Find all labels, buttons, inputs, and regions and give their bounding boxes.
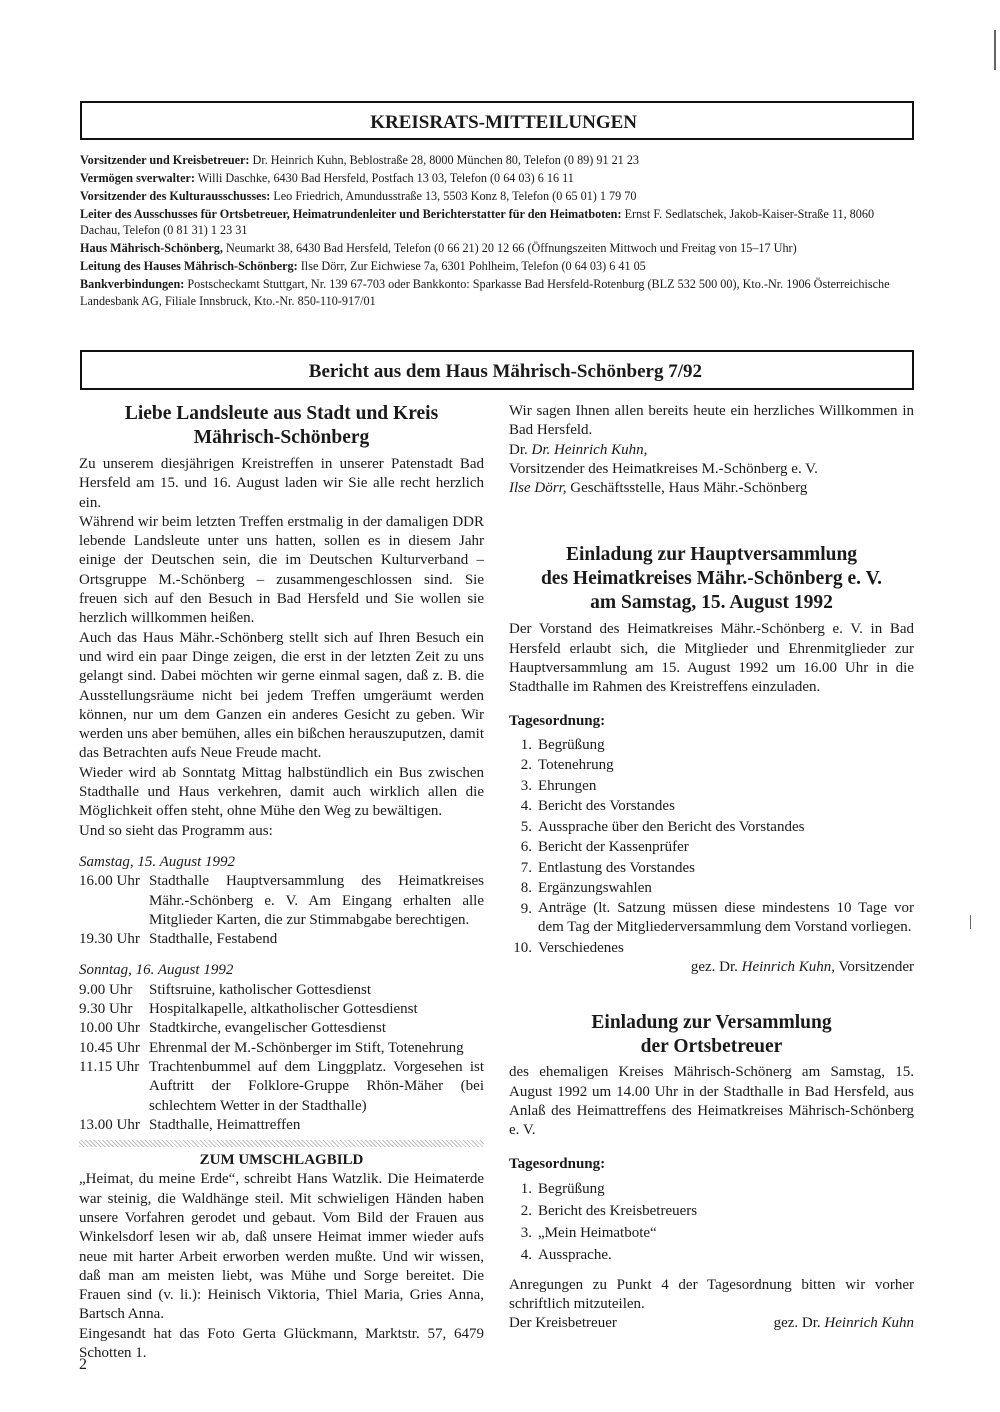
signature: Dr. Dr. Heinrich Kuhn,	[509, 441, 648, 458]
agenda-item: 4. Bericht des Vorstandes	[520, 798, 675, 815]
contact-entry: Leitung des Hauses Mährisch-Schönberg: Ilse Dörr, Zur Eichwiese 7a, 6301 Pohlheim, Telefon (0 64 03) 6 41 05	[80, 259, 646, 274]
scan-edge-mark	[970, 915, 971, 929]
program-item: 9.30 Uhr Hospitalkapelle, altkatholischer Gottesdienst	[79, 1001, 418, 1018]
agenda-item: 1. Begrüßung	[520, 736, 605, 753]
page-number: 2	[79, 1356, 87, 1373]
welcome-section	[509, 402, 914, 498]
agenda-item: 1. Begrüßung	[520, 1180, 605, 1197]
program-date: Samstag, 15. August 1992	[79, 853, 235, 870]
agenda-list	[509, 1178, 914, 1266]
landsleute-body	[79, 455, 484, 841]
scan-edge-mark	[994, 30, 996, 70]
signature: Ilse Dörr, Geschäftsstelle, Haus Mähr.-Schönberg	[509, 480, 808, 497]
paragraph: Wir sagen Ihnen allen bereits heute ein herzliches Willkommen in Bad Hersfeld.	[509, 403, 914, 439]
contact-entry: Bankverbindungen: Postscheckamt Stuttgart, Nr. 139 67-703 oder Bankkonto: Sparkasse Bad Hersfeld-Rotenburg (BLZ 532 500 00), Kto.-Nr. 1906 Österreichische Landesbank AG, Filiale Innsbruck, Kto.-Nr. 850-110-917/01	[80, 277, 890, 308]
program-date: Sonntag, 16. August 1992	[79, 962, 234, 979]
contact-entry: Vorsitzender des Kulturausschusses: Leo Friedrich, Amundusstraße 13, 5503 Konz 8, Telefon (0 65 01) 1 79 70	[80, 189, 637, 203]
agenda-item: 3. „Mein Heimatbote“	[520, 1224, 657, 1241]
paragraph: Und so sieht das Programm aus:	[79, 822, 273, 839]
signature-role: Vorsitzender des Heimatkreises M.-Schönberg e. V.	[509, 460, 818, 477]
hatched-divider	[79, 1140, 484, 1147]
agenda-item: 5. Aussprache über den Bericht des Vorstandes	[520, 818, 805, 835]
agenda-item: 2. Totenehrung	[520, 757, 614, 774]
agenda-item: 4. Aussprache.	[520, 1246, 612, 1263]
contact-entry: Leiter des Ausschusses für Ortsbetreuer, Heimatrundenleiter und Berichterstatter für den Heimatboten: Ernst F. Sedlatschek, Jakob-Kaiser-Straße 11, 8060 Dachau, Telefon (0 81 31) 1 23 31	[80, 207, 875, 238]
right-column	[509, 402, 914, 1334]
program-item: 13.00 Uhr Stadthalle, Heimattreffen	[79, 1116, 301, 1133]
program-item: 16.00 Uhr Stadthalle Hauptversammlung des Heimatkreises Mähr.-Schönberg e. V. Am Eingang erhalten alle Mitglieder Karten, die zur Stimmabgabe berechtigen.	[79, 873, 484, 928]
paragraph: Der Vorstand des Heimatkreises Mähr.-Schönberg e. V. in Bad Hersfeld erlaubt sich, die Mitglieder und Ehrenmitglieder zur Hauptversammlung am 15. August 1992 um 16.00 Uhr in die Stadthalle im Rahmen des Kreistreffens einzuladen.	[509, 621, 914, 696]
agenda-item: 9. Anträge (lt. Satzung müssen diese mindestens 10 Tage vor dem Tag der Mitgliederversammlung dem Vorstand vorliegen.	[520, 899, 914, 936]
agenda-label: Tagesordnung:	[509, 1155, 606, 1172]
paragraph: des ehemaligen Kreises Mährisch-Schönerg am Samstag, 15. August 1992 um 14.00 Uhr in der Stadthalle in Bad Hersfeld, aus Anlaß des Heimattreffens des Heimatkreises Mährisch-Schönberg e. V.	[509, 1064, 914, 1139]
paragraph: Während wir beim letzten Treffen erstmalig in der damaligen DDR lebende Landsleute unter uns hatten, sollen es in diesem Jahr einige der Deutschen sein, die im Deutschen Kulturverband – Ortsgruppe M.-Schönberg – zusammengeschlossen sind. Sie freuen sich auf den Besuch in Bad Hersfeld und Sie wollen sie herzlich willkommen heißen.	[79, 513, 484, 627]
program-item: 9.00 Uhr Stiftsruine, katholischer Gottesdienst	[79, 981, 372, 998]
program-item: 19.30 Uhr Stadthalle, Festabend	[79, 931, 278, 948]
paragraph: „Heimat, du meine Erde“, schreibt Hans Watzlik. Die Heimaterde war steinig, die Waldhänge steil. Mit schwieligen Händen haben unsere Vorfahren gerodet und gebaut. Vom Bild der Frauen aus Winkelsdorf lesen wir ab, daß unsere Heimat immer wieder aufs neue mit harter Arbeit erworben werden mußte. Und wir wissen, daß man am meisten liebt, was Mühe und Sorge bereitet. Die Frauen sind (v. li.): Heinisch Viktoria, Thiel Maria, Gries Anna, Bartsch Anna.	[79, 1171, 484, 1323]
program-item: 10.45 Uhr Ehrenmal der M.-Schönberger im Stift, Totenehrung	[79, 1039, 464, 1056]
agenda-item: 7. Entlastung des Vorstandes	[520, 859, 695, 876]
contact-entry: Vermögen sverwalter: Willi Daschke, 6430 Bad Hersfeld, Postfach 13 03, Telefon (0 64 03) 6 16 11	[80, 171, 574, 185]
contact-entry: Haus Mährisch-Schönberg, Neumarkt 38, 6430 Bad Hersfeld, Telefon (0 66 21) 20 12 66 (Öffnungszeiten Mittwoch und Freitag von 15–17 Uhr)	[80, 241, 797, 256]
left-column	[79, 402, 484, 1363]
bericht-title: Bericht aus dem Haus Mährisch-Schönberg 7/92	[308, 361, 702, 382]
contact-entry: Vorsitzender und Kreisbetreuer: Dr. Heinrich Kuhn, Beblostraße 28, 8000 München 80, Telefon (0 89) 91 21 23	[80, 153, 640, 167]
agenda-item: 2. Bericht des Kreisbetreuers	[520, 1202, 698, 1219]
umschlag-title: ZUM UMSCHLAGBILD	[199, 1152, 364, 1169]
signature: gez. Dr. Heinrich Kuhn, Vorsitzender	[690, 959, 914, 976]
agenda-label: Tagesordnung:	[509, 712, 606, 729]
paragraph: Zu unserem diesjährigen Kreistreffen in unserer Patenstadt Bad Hersfeld am 15. und 16. August laden wir Sie alle recht herzlich ein.	[79, 456, 484, 511]
kreisrats-contact-list	[80, 152, 914, 311]
program-saturday	[79, 853, 484, 949]
hauptversammlung-heading: Einladung zur Hauptversammlung des Heimatkreises Mähr.-Schönberg e. V. am Samstag, 15. August 1992	[540, 544, 883, 614]
program-sunday	[79, 961, 484, 1135]
paragraph: Anregungen zu Punkt 4 der Tagesordnung bitten wir vorher schriftlich mitzuteilen.	[509, 1276, 914, 1313]
paragraph: Auch das Haus Mähr.-Schönberg stellt sich auf Ihren Besuch ein und wird ein paar Dinge zeigen, die erst in der letzten Zeit zu uns gelangt sind. Dabei möchten wir gerne einmal sagen, daß z. B. die Ausstellungsräume nicht bei jedem Treffen umgeräumt werden können, nur um dem Ganzen ein anderes Gesicht zu geben. Wir werden uns aber bemühen, alles ein bißchen herauszuputzen, damit das Betrachten aufs Neue Freude macht.	[79, 629, 484, 762]
agenda-list	[509, 735, 914, 958]
landsleute-heading: Liebe Landsleute aus Stadt und Kreis Mährisch-Schönberg	[124, 403, 439, 448]
paragraph: Wieder wird ab Sonntatg Mittag halbstündlich ein Bus zwischen Stadthalle und Haus verkehren, damit auch wirklich allen die Möglichkeit offen steht, ohne Mühe den Weg zu bewältigen.	[79, 764, 484, 820]
signature-row: Der Kreisbetreuer gez. Dr. Heinrich Kuhn	[509, 1315, 914, 1332]
agenda-item: 10. Verschiedenes	[513, 939, 624, 956]
agenda-item: 3. Ehrungen	[520, 777, 597, 794]
program-item: 10.00 Uhr Stadtkirche, evangelischer Gottesdienst	[79, 1020, 387, 1037]
program-item: 11.15 Uhr Trachtenbummel auf dem Linggplatz. Vorgesehen ist Auftritt der Folklore-Gruppe Rhön-Mäher (bei schlechtem Wetter in der Stadthalle)	[79, 1058, 484, 1114]
agenda-item: 8. Ergänzungswahlen	[520, 880, 652, 897]
kreisrats-title-box	[80, 101, 914, 140]
bericht-title-box	[80, 350, 914, 390]
kreisrats-title: KREISRATS-MITTEILUNGEN	[370, 112, 637, 133]
paragraph: Eingesandt hat das Foto Gerta Glückmann, Marktstr. 57, 6479 Schotten 1.	[79, 1325, 484, 1362]
ortsbetreuer-heading: Einladung zur Versammlung der Ortsbetreuer	[591, 1012, 832, 1058]
agenda-item: 6. Bericht der Kassenprüfer	[520, 839, 689, 856]
